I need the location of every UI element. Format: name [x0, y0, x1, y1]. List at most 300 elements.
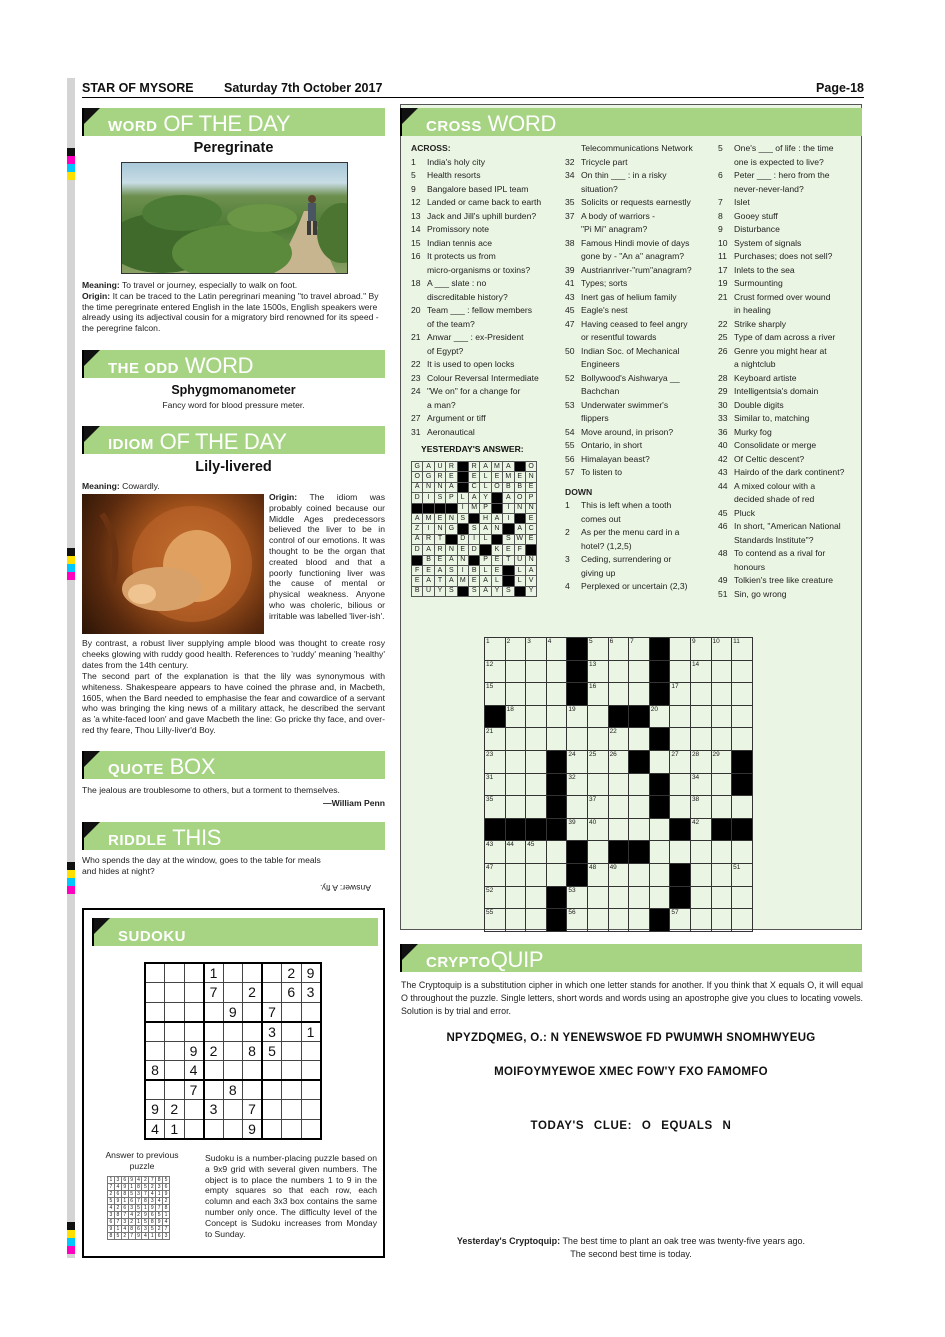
- crossword-cell[interactable]: 38: [690, 796, 711, 819]
- answer-cell: O: [491, 482, 502, 492]
- answer-cell: A: [480, 576, 491, 586]
- clue-item: 54 Move around, in prison?: [565, 426, 674, 437]
- crossword-cell[interactable]: 48: [587, 863, 608, 886]
- sudoku-cell[interactable]: 2: [243, 983, 263, 1003]
- sudoku-cell[interactable]: [204, 1022, 224, 1042]
- sudoku-cell[interactable]: 7: [184, 1080, 204, 1100]
- sudoku-cell[interactable]: 5: [262, 1041, 282, 1061]
- crossword-cell[interactable]: 19: [567, 705, 588, 728]
- crossword-cell[interactable]: [567, 728, 588, 751]
- crossword-cell[interactable]: [505, 728, 526, 751]
- crossword-cell[interactable]: [546, 660, 567, 683]
- crossword-cell[interactable]: [732, 660, 753, 683]
- crossword-cell[interactable]: [711, 796, 732, 819]
- previous-sudoku-cell: 9: [163, 1191, 170, 1198]
- answer-cell: [446, 534, 457, 544]
- sudoku-cell[interactable]: [184, 1002, 204, 1022]
- previous-sudoku-cell: 6: [135, 1226, 142, 1233]
- crossword-cell[interactable]: [732, 705, 753, 728]
- clue-item: one is expected to live?: [734, 156, 824, 167]
- previous-sudoku-cell: 5: [114, 1233, 121, 1240]
- idiom-origin: Origin: The idiom was probably coined because our Middle Ages predecessors believed the liver to be in control of our emotions. It was thought to be the organ that created blood and that a poorly functioning liver was the cause of mental or physical weakness. Anyone who was choleric, bilious or irritable was labelled 'liver-ish'.: [269, 492, 385, 621]
- crossword-cell[interactable]: 1: [485, 638, 506, 661]
- crossword-cell[interactable]: [629, 660, 650, 683]
- answer-cell: L: [514, 576, 525, 586]
- sudoku-cell[interactable]: [243, 1022, 263, 1042]
- crossword-cell[interactable]: 51: [732, 863, 753, 886]
- crossword-cell[interactable]: 2: [505, 638, 526, 661]
- answer-cell: B: [468, 565, 479, 575]
- sudoku-description: Sudoku is a number-placing puzzle based on a 9x9 grid with several given numbers. The object is to place the numbers 1 to 9 in the empty squares so that each row, each column and each 3x3 box contains the same number only once. The difficulty level of the Concept is Sudoku increases from Monday to Sunday.: [205, 1153, 377, 1239]
- sudoku-cell[interactable]: 8: [145, 1061, 165, 1081]
- crossword-cell[interactable]: 37: [587, 796, 608, 819]
- crossword-cell[interactable]: 17: [670, 683, 691, 706]
- answer-cell: R: [423, 534, 434, 544]
- crossword-cell[interactable]: [670, 796, 691, 819]
- previous-sudoku-cell: 3: [128, 1205, 135, 1212]
- crossword-cell[interactable]: 24: [567, 750, 588, 773]
- answer-cell: B: [514, 482, 525, 492]
- crossword-cell[interactable]: [732, 886, 753, 909]
- sudoku-cell[interactable]: [204, 1119, 224, 1139]
- previous-sudoku-cell: 7: [142, 1191, 149, 1198]
- sudoku-cell[interactable]: [282, 1041, 302, 1061]
- clue-item: hotel? (1,2,5): [581, 540, 632, 551]
- crossword-cell[interactable]: 31: [485, 773, 506, 796]
- crossword-cell[interactable]: [670, 841, 691, 864]
- across-clues-col1: ACROSS: 1 India's holy city 5 Health resorts 9 Bangalore based IPL team 12 Landed or came back to earth 13 Jack and Jill's uphill burden? 14 Promissory note 15 Indian tennis ace 16 It protects us from micro-organisms or toxins? 18 A ___ slate : no discreditable history? 20 Team ___ : fellow members of the team? 21 Anwar ___ : ex-President of Egypt? 22 It is used to open locks 23 Colour Reversal Intermediate 24 "We on" for a change for a man? 27 Argument or tiff 31 Aeronautical: [411, 142, 561, 439]
- crossword-cell: [649, 660, 670, 683]
- crossword-cell[interactable]: [587, 773, 608, 796]
- crossword-cell[interactable]: 39: [567, 818, 588, 841]
- crossword-cell[interactable]: 14: [690, 660, 711, 683]
- crossword-cell: [567, 638, 588, 661]
- crossword-cell[interactable]: [608, 773, 629, 796]
- crossword-cell[interactable]: 5: [587, 638, 608, 661]
- clue-item: 41 Types; sorts: [565, 278, 628, 288]
- crossword-cell[interactable]: [649, 886, 670, 909]
- crossword-cell[interactable]: [526, 728, 547, 751]
- sudoku-cell[interactable]: [204, 1061, 224, 1081]
- sudoku-cell[interactable]: [282, 1002, 302, 1022]
- clue-item: 29 Intelligentsia's domain: [718, 386, 819, 396]
- previous-sudoku-cell: 1: [114, 1226, 121, 1233]
- down-clues-col3: [718, 142, 860, 601]
- crossword-cell[interactable]: [670, 773, 691, 796]
- sudoku-cell[interactable]: 9: [223, 1002, 243, 1022]
- sudoku-cell[interactable]: [262, 1080, 282, 1100]
- answer-cell: B: [423, 555, 434, 565]
- crossword-cell[interactable]: 4: [546, 638, 567, 661]
- sudoku-cell[interactable]: [301, 1061, 321, 1081]
- sudoku-cell[interactable]: [165, 1022, 185, 1042]
- sudoku-cell[interactable]: [165, 1002, 185, 1022]
- crossword-cell[interactable]: [505, 886, 526, 909]
- crossword-cell[interactable]: [505, 683, 526, 706]
- answer-cell: E: [423, 565, 434, 575]
- sudoku-cell[interactable]: [223, 1041, 243, 1061]
- answer-cell: N: [446, 545, 457, 555]
- crossword-cell[interactable]: [649, 863, 670, 886]
- cryptoquip-yesterday: Yesterday's Cryptoquip: The best time to plant an oak tree was twenty-five years ago. The second best time is today.: [456, 1236, 806, 1259]
- crossword-cell[interactable]: [711, 660, 732, 683]
- color-swatches-2: [67, 548, 75, 580]
- answer-cell: O: [412, 472, 423, 482]
- sudoku-cell[interactable]: [262, 963, 282, 983]
- crossword-cell[interactable]: [587, 705, 608, 728]
- crossword-cell[interactable]: 47: [485, 863, 506, 886]
- answer-cell: P: [446, 493, 457, 503]
- crossword-cell[interactable]: [629, 728, 650, 751]
- sudoku-cell[interactable]: 3: [301, 983, 321, 1003]
- answer-cell: A: [503, 462, 514, 472]
- crossword-cell[interactable]: 16: [587, 683, 608, 706]
- sudoku-cell[interactable]: [243, 1061, 263, 1081]
- crossword-cell[interactable]: [629, 683, 650, 706]
- sudoku-cell[interactable]: 7: [204, 983, 224, 1003]
- crossword-cell[interactable]: [732, 683, 753, 706]
- crossword-cell[interactable]: [526, 660, 547, 683]
- clue-item: 33 Similar to, matching: [718, 413, 810, 423]
- crossword-cell[interactable]: [546, 728, 567, 751]
- crossword-cell[interactable]: [546, 705, 567, 728]
- crossword-cell[interactable]: [711, 863, 732, 886]
- answer-cell: [457, 472, 468, 482]
- answer-cell: I: [468, 534, 479, 544]
- sudoku-cell[interactable]: 9: [301, 963, 321, 983]
- crossword-cell[interactable]: 44: [505, 841, 526, 864]
- answer-cell: [446, 503, 457, 513]
- sudoku-cell[interactable]: [301, 1041, 321, 1061]
- crossword-cell[interactable]: [732, 909, 753, 932]
- crossword-cell[interactable]: 40: [587, 818, 608, 841]
- crossword-cell[interactable]: 7: [629, 638, 650, 661]
- sudoku-cell[interactable]: [145, 983, 165, 1003]
- answer-cell: Y: [491, 586, 502, 596]
- crossword-cell[interactable]: [690, 909, 711, 932]
- previous-sudoku-cell: 4: [135, 1177, 142, 1184]
- sudoku-cell[interactable]: 9: [145, 1100, 165, 1120]
- previous-sudoku-cell: 2: [163, 1198, 170, 1205]
- crossword-cell[interactable]: [670, 705, 691, 728]
- sudoku-cell[interactable]: 6: [282, 983, 302, 1003]
- sudoku-cell[interactable]: [145, 1022, 165, 1042]
- sudoku-cell[interactable]: [145, 1041, 165, 1061]
- clue-item: 19 Surmounting: [718, 278, 783, 288]
- sudoku-cell[interactable]: [243, 1080, 263, 1100]
- crossword-cell[interactable]: 55: [485, 909, 506, 932]
- crossword-cell[interactable]: 34: [690, 773, 711, 796]
- crossword-cell[interactable]: [608, 886, 629, 909]
- sudoku-cell[interactable]: [301, 1080, 321, 1100]
- crossword-cell[interactable]: 22: [608, 728, 629, 751]
- crossword-cell[interactable]: [629, 796, 650, 819]
- sudoku-cell[interactable]: [301, 1100, 321, 1120]
- sudoku-cell[interactable]: [165, 963, 185, 983]
- sudoku-cell[interactable]: [223, 1061, 243, 1081]
- crossword-cell[interactable]: [649, 750, 670, 773]
- sudoku-cell[interactable]: 1: [204, 963, 224, 983]
- crossword-cell[interactable]: 23: [485, 750, 506, 773]
- previous-sudoku-cell: 8: [121, 1191, 128, 1198]
- crossword-cell[interactable]: 49: [608, 863, 629, 886]
- crossword-cell[interactable]: [732, 796, 753, 819]
- crossword-cell[interactable]: [608, 660, 629, 683]
- crossword-cell[interactable]: 21: [485, 728, 506, 751]
- crossword-cell[interactable]: 56: [567, 909, 588, 932]
- crossword-cell[interactable]: [629, 818, 650, 841]
- crossword-header: CROSS WORD: [400, 108, 862, 136]
- crossword-cell[interactable]: [629, 909, 650, 932]
- sudoku-cell[interactable]: [301, 1119, 321, 1139]
- crossword-cell[interactable]: 32: [567, 773, 588, 796]
- crossword-cell[interactable]: [587, 909, 608, 932]
- crossword-cell[interactable]: [670, 660, 691, 683]
- crossword-cell[interactable]: [711, 841, 732, 864]
- crossword-cell: [485, 705, 506, 728]
- sudoku-cell[interactable]: 7: [243, 1100, 263, 1120]
- crossword-cell[interactable]: [505, 750, 526, 773]
- answer-cell: R: [446, 462, 457, 472]
- crossword-cell[interactable]: [505, 660, 526, 683]
- clue-item: 49 Tolkien's tree like creature: [718, 575, 834, 585]
- crossword-cell[interactable]: [567, 796, 588, 819]
- crossword-cell[interactable]: [608, 818, 629, 841]
- crossword-cell: [546, 796, 567, 819]
- clue-item: 50 Indian Soc. of Mechanical: [565, 345, 680, 356]
- sudoku-cell[interactable]: [282, 1100, 302, 1120]
- crossword-cell[interactable]: [505, 863, 526, 886]
- crossword-cell[interactable]: [711, 683, 732, 706]
- crossword-cell[interactable]: 26: [608, 750, 629, 773]
- previous-sudoku-cell: 2: [135, 1212, 142, 1219]
- crossword-cell[interactable]: [711, 909, 732, 932]
- clue-item: 43 Hairdo of the dark continent?: [718, 467, 845, 477]
- quote-box-header: QUOTE BOX: [82, 751, 385, 779]
- crossword-cell[interactable]: [670, 728, 691, 751]
- sudoku-cell[interactable]: [145, 1002, 165, 1022]
- crossword-cell: [546, 909, 567, 932]
- sudoku-cell[interactable]: [262, 1061, 282, 1081]
- sudoku-cell[interactable]: 9: [184, 1041, 204, 1061]
- answer-cell: L: [480, 482, 491, 492]
- sudoku-cell[interactable]: 3: [204, 1100, 224, 1120]
- sudoku-cell[interactable]: 2: [282, 963, 302, 983]
- previous-sudoku-cell: 5: [128, 1191, 135, 1198]
- sudoku-cell[interactable]: 1: [165, 1119, 185, 1139]
- crossword-cell[interactable]: [526, 773, 547, 796]
- sudoku-cell[interactable]: [165, 1061, 185, 1081]
- sudoku-cell[interactable]: 7: [262, 1002, 282, 1022]
- crossword-cell[interactable]: 43: [485, 841, 506, 864]
- crossword-cell[interactable]: [608, 683, 629, 706]
- crossword-cell[interactable]: 45: [526, 841, 547, 864]
- sudoku-cell[interactable]: 4: [184, 1061, 204, 1081]
- crossword-cell[interactable]: [505, 909, 526, 932]
- crossword-cell[interactable]: [526, 863, 547, 886]
- crossword-cell[interactable]: [732, 728, 753, 751]
- sudoku-cell[interactable]: [282, 1061, 302, 1081]
- crossword-cell[interactable]: 13: [587, 660, 608, 683]
- sudoku-cell[interactable]: [262, 1100, 282, 1120]
- crossword-cell[interactable]: [546, 841, 567, 864]
- crossword-cell[interactable]: [711, 886, 732, 909]
- previous-sudoku-cell: 8: [149, 1219, 156, 1226]
- sudoku-cell[interactable]: [223, 1022, 243, 1042]
- previous-sudoku-cell: 2: [156, 1226, 163, 1233]
- crossword-cell[interactable]: 9: [690, 638, 711, 661]
- sudoku-cell[interactable]: [282, 1022, 302, 1042]
- answer-cell: O: [525, 462, 536, 472]
- crossword-cell[interactable]: [526, 705, 547, 728]
- previous-sudoku-cell: 9: [142, 1212, 149, 1219]
- crossword-cell[interactable]: 10: [711, 638, 732, 661]
- answer-cell: A: [446, 555, 457, 565]
- crossword-cell: [670, 818, 691, 841]
- sudoku-cell[interactable]: [301, 1002, 321, 1022]
- crossword-cell[interactable]: [690, 705, 711, 728]
- crossword-cell[interactable]: [711, 728, 732, 751]
- crossword-cell[interactable]: 28: [690, 750, 711, 773]
- sudoku-cell[interactable]: [282, 1119, 302, 1139]
- crossword-cell[interactable]: 29: [711, 750, 732, 773]
- clue-item: Standards Institute"?: [734, 534, 814, 545]
- crossword-cell[interactable]: [629, 773, 650, 796]
- crossword-cell[interactable]: [711, 773, 732, 796]
- sudoku-cell[interactable]: [165, 983, 185, 1003]
- crossword-cell[interactable]: [526, 750, 547, 773]
- crossword-cell[interactable]: [690, 683, 711, 706]
- crossword-cell[interactable]: [587, 886, 608, 909]
- crossword-cell[interactable]: [690, 728, 711, 751]
- crossword-cell[interactable]: [526, 683, 547, 706]
- sudoku-cell[interactable]: [262, 983, 282, 1003]
- crossword-cell[interactable]: 12: [485, 660, 506, 683]
- sudoku-cell[interactable]: [223, 963, 243, 983]
- clue-item: a man?: [427, 399, 456, 410]
- crossword-cell[interactable]: 20: [649, 705, 670, 728]
- crossword-cell[interactable]: [711, 705, 732, 728]
- clue-item: discreditable history?: [427, 291, 508, 302]
- sudoku-cell[interactable]: 8: [243, 1041, 263, 1061]
- sudoku-cell[interactable]: [282, 1080, 302, 1100]
- crossword-cell[interactable]: 11: [732, 638, 753, 661]
- previous-sudoku-cell: 7: [128, 1233, 135, 1240]
- crossword-cell[interactable]: 57: [670, 909, 691, 932]
- sudoku-cell[interactable]: [243, 1002, 263, 1022]
- crossword-cell[interactable]: 52: [485, 886, 506, 909]
- sudoku-cell[interactable]: [223, 983, 243, 1003]
- previous-sudoku-cell: 3: [156, 1184, 163, 1191]
- crossword-cell[interactable]: [670, 638, 691, 661]
- page-header: [82, 78, 864, 98]
- sudoku-cell[interactable]: 2: [165, 1100, 185, 1120]
- crossword-cell[interactable]: 53: [567, 886, 588, 909]
- sudoku-cell[interactable]: [204, 1002, 224, 1022]
- sudoku-cell[interactable]: [184, 1022, 204, 1042]
- crossword-cell[interactable]: [526, 796, 547, 819]
- sudoku-cell[interactable]: [165, 1080, 185, 1100]
- crossword-cell[interactable]: 15: [485, 683, 506, 706]
- crossword-cell[interactable]: [587, 728, 608, 751]
- crossword-cell[interactable]: 42: [690, 818, 711, 841]
- crossword-cell[interactable]: [526, 909, 547, 932]
- sudoku-cell[interactable]: 1: [301, 1022, 321, 1042]
- crossword-cell[interactable]: [629, 886, 650, 909]
- crossword-cell[interactable]: 27: [670, 750, 691, 773]
- crossword-cell[interactable]: 35: [485, 796, 506, 819]
- crossword-cell[interactable]: 18: [505, 705, 526, 728]
- crossword-cell[interactable]: [649, 841, 670, 864]
- clue-item: 31 Aeronautical: [411, 426, 475, 437]
- sudoku-cell[interactable]: [184, 1119, 204, 1139]
- crossword-cell[interactable]: 3: [526, 638, 547, 661]
- sudoku-cell[interactable]: [262, 1119, 282, 1139]
- crossword-cell[interactable]: [690, 841, 711, 864]
- word-of-day-header: WORD OF THE DAY: [82, 108, 385, 136]
- previous-sudoku-cell: 7: [156, 1205, 163, 1212]
- sudoku-cell[interactable]: [223, 1100, 243, 1120]
- sudoku-cell[interactable]: 8: [223, 1080, 243, 1100]
- crossword-cell[interactable]: [608, 909, 629, 932]
- crossword-cell[interactable]: [526, 886, 547, 909]
- sudoku-cell[interactable]: [145, 1080, 165, 1100]
- crossword-cell[interactable]: [546, 863, 567, 886]
- crossword-cell[interactable]: 25: [587, 750, 608, 773]
- answer-cell: N: [491, 524, 502, 534]
- sudoku-cell[interactable]: 4: [145, 1119, 165, 1139]
- crossword-cell[interactable]: 6: [608, 638, 629, 661]
- crossword-cell[interactable]: [505, 773, 526, 796]
- crossword-cell[interactable]: [690, 886, 711, 909]
- answer-cell: A: [434, 565, 445, 575]
- sudoku-cell[interactable]: [145, 963, 165, 983]
- answer-cell: L: [480, 565, 491, 575]
- sudoku-cell[interactable]: [243, 963, 263, 983]
- crossword-cell[interactable]: [608, 796, 629, 819]
- sudoku-cell[interactable]: 9: [243, 1119, 263, 1139]
- crossword-cell[interactable]: [629, 863, 650, 886]
- answer-cell: N: [525, 555, 536, 565]
- crossword-cell[interactable]: [690, 863, 711, 886]
- crossword-cell[interactable]: [505, 796, 526, 819]
- issue-date: Saturday 7th October 2017: [224, 81, 383, 95]
- crossword-cell: [608, 841, 629, 864]
- crossword-cell: [711, 818, 732, 841]
- previous-sudoku-cell: 4: [121, 1226, 128, 1233]
- clue-item: 15 Indian tennis ace: [411, 237, 492, 248]
- crossword-cell[interactable]: [587, 841, 608, 864]
- crossword-cell: [567, 660, 588, 683]
- sudoku-cell[interactable]: [184, 1100, 204, 1120]
- sudoku-cell[interactable]: [223, 1119, 243, 1139]
- sudoku-cell[interactable]: [184, 963, 204, 983]
- clue-item: micro-organisms or toxins?: [427, 264, 531, 275]
- odd-word-header: THE ODD WORD: [82, 350, 385, 378]
- crossword-cell[interactable]: [732, 841, 753, 864]
- answer-cell: [457, 524, 468, 534]
- answer-cell: N: [434, 482, 445, 492]
- sudoku-cell[interactable]: [204, 1080, 224, 1100]
- crossword-cell[interactable]: [649, 818, 670, 841]
- sudoku-cell[interactable]: 2: [204, 1041, 224, 1061]
- crossword-cell[interactable]: [546, 683, 567, 706]
- sudoku-cell[interactable]: [165, 1041, 185, 1061]
- answer-cell: L: [480, 472, 491, 482]
- sudoku-cell[interactable]: [184, 983, 204, 1003]
- sudoku-cell[interactable]: 3: [262, 1022, 282, 1042]
- answer-cell: R: [468, 462, 479, 472]
